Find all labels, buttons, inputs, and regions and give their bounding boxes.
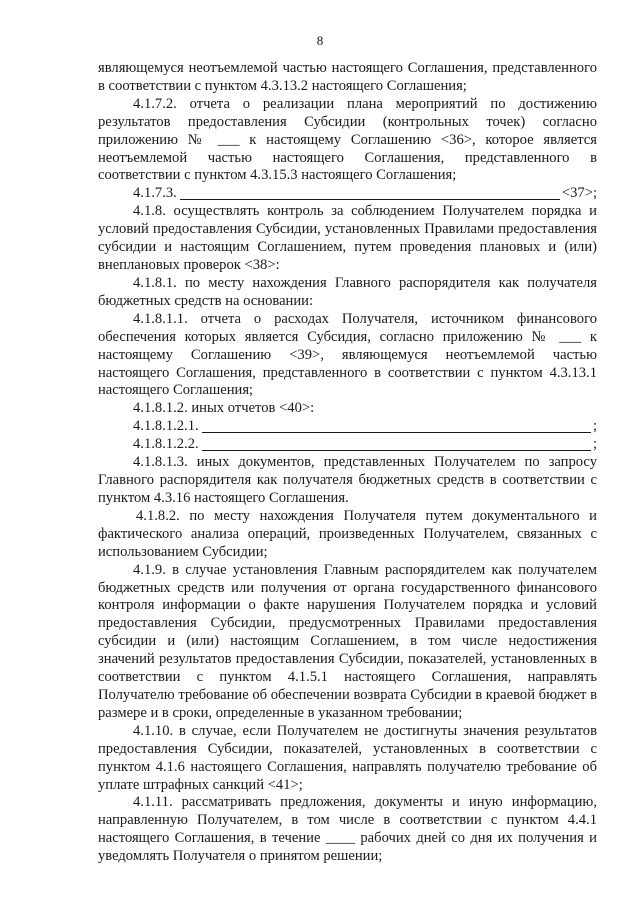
item-number-4-1-7-3: 4.1.7.3.	[133, 185, 177, 202]
paragraph-4-1-8-2: 4.1.8.2. по месту нахождения Получателя путем документального и фактического анализа операций, произведенных Получателем, связанных с использованием Субсидии;	[98, 507, 597, 560]
paragraph-4-1-8-1-1: 4.1.8.1.1. отчета о расходах Получателя, источником финансового обеспечения которых является Субсидия, согласно приложению № ___ к настоящему Соглашению <39>, являющемуся неотъемлемой частью настоящего Соглашения, представленного в соответствии с пунктом 4.3.13.1 настоящего Соглашения;	[98, 310, 597, 399]
fill-in-line	[180, 185, 560, 200]
document-body	[98, 60, 597, 866]
page-number: 8	[316, 33, 324, 48]
paragraph-4-1-8-1: 4.1.8.1. по месту нахождения Главного распорядителя как получателя бюджетных средств на основании:	[98, 274, 597, 309]
paragraph-4-1-9: 4.1.9. в случае установления Главным распорядителем как получателем бюджетных средств или получения от органа государственного финансового контроля информации о факте нарушения Получателем порядка и условий предоставления Субсидии, предусмотренных Правилами предоставления субсидии и (или) настоящим Соглашением, в том числе недостижения значений результатов предоставления Субсидии, показателей, установленных в соответствии с пунктом 4.1.5.1 настоящего Соглашения, направлять Получателю требование об обеспечении возврата Субсидии в краевой бюджет в размере и в сроки, определенные в указанном требовании;	[98, 561, 597, 721]
paragraph-continuation: являющемуся неотъемлемой частью настоящего Соглашения, представленного в соответствии с пунктом 4.3.13.2 настоящего Соглашения;	[98, 60, 597, 94]
paragraph-4-1-8: 4.1.8. осуществлять контроль за соблюдением Получателем порядка и условий предоставления Субсидии, установленных Правилами предоставления субсидии и настоящим Соглашением, путем проведения плановых и (или) внеплановых проверок <38>:	[98, 203, 597, 274]
item-terminator: ;	[592, 436, 597, 453]
paragraph-4-1-10: 4.1.10. в случае, если Получателем не достигнуты значения результатов предоставления Субсидии, показателей, установленных в соответствии с пунктом 4.1.6 настоящего Соглашения, направлять получателю требование об уплате штрафных санкций <41>;	[98, 722, 597, 793]
footnote-ref-37: <37>;	[561, 185, 597, 202]
item-terminator: ;	[592, 418, 597, 435]
fill-in-line	[202, 436, 591, 451]
fill-in-line	[202, 418, 591, 433]
paragraph-4-1-8-1-2-1	[98, 418, 597, 436]
paragraph-4-1-8-1-3: 4.1.8.1.3. иных документов, представленных Получателем по запросу Главного распорядителя как получателя бюджетных средств в соответствии с пунктом 4.3.16 настоящего Соглашения.	[98, 454, 597, 507]
paragraph-4-1-8-1-2-2	[98, 436, 597, 454]
item-number-4-1-8-1-2-1: 4.1.8.1.2.1.	[133, 418, 199, 435]
paragraph-4-1-7-3	[98, 185, 597, 203]
item-number-4-1-8-1-2-2: 4.1.8.1.2.2.	[133, 436, 199, 453]
paragraph-4-1-11: 4.1.11. рассматривать предложения, документы и иную информацию, направленную Получателем, в том числе в соответствии с пунктом 4.4.1 настоящего Соглашения, в течение ____ рабочих дней со дня их получения и уведомлять Получателя о принятом решении;	[98, 794, 597, 865]
paragraph-4-1-7-2: 4.1.7.2. отчета о реализации плана мероприятий по достижению результатов предоставления Субсидии (контрольных точек) согласно приложению № ___ к настоящему Соглашению <36>, которое является неотъемлемой частью настоящего Соглашения, представленного в соответствии с пунктом 4.3.15.3 настоящего Соглашения;	[98, 95, 597, 184]
paragraph-4-1-8-1-2: 4.1.8.1.2. иных отчетов <40>:	[133, 400, 315, 417]
